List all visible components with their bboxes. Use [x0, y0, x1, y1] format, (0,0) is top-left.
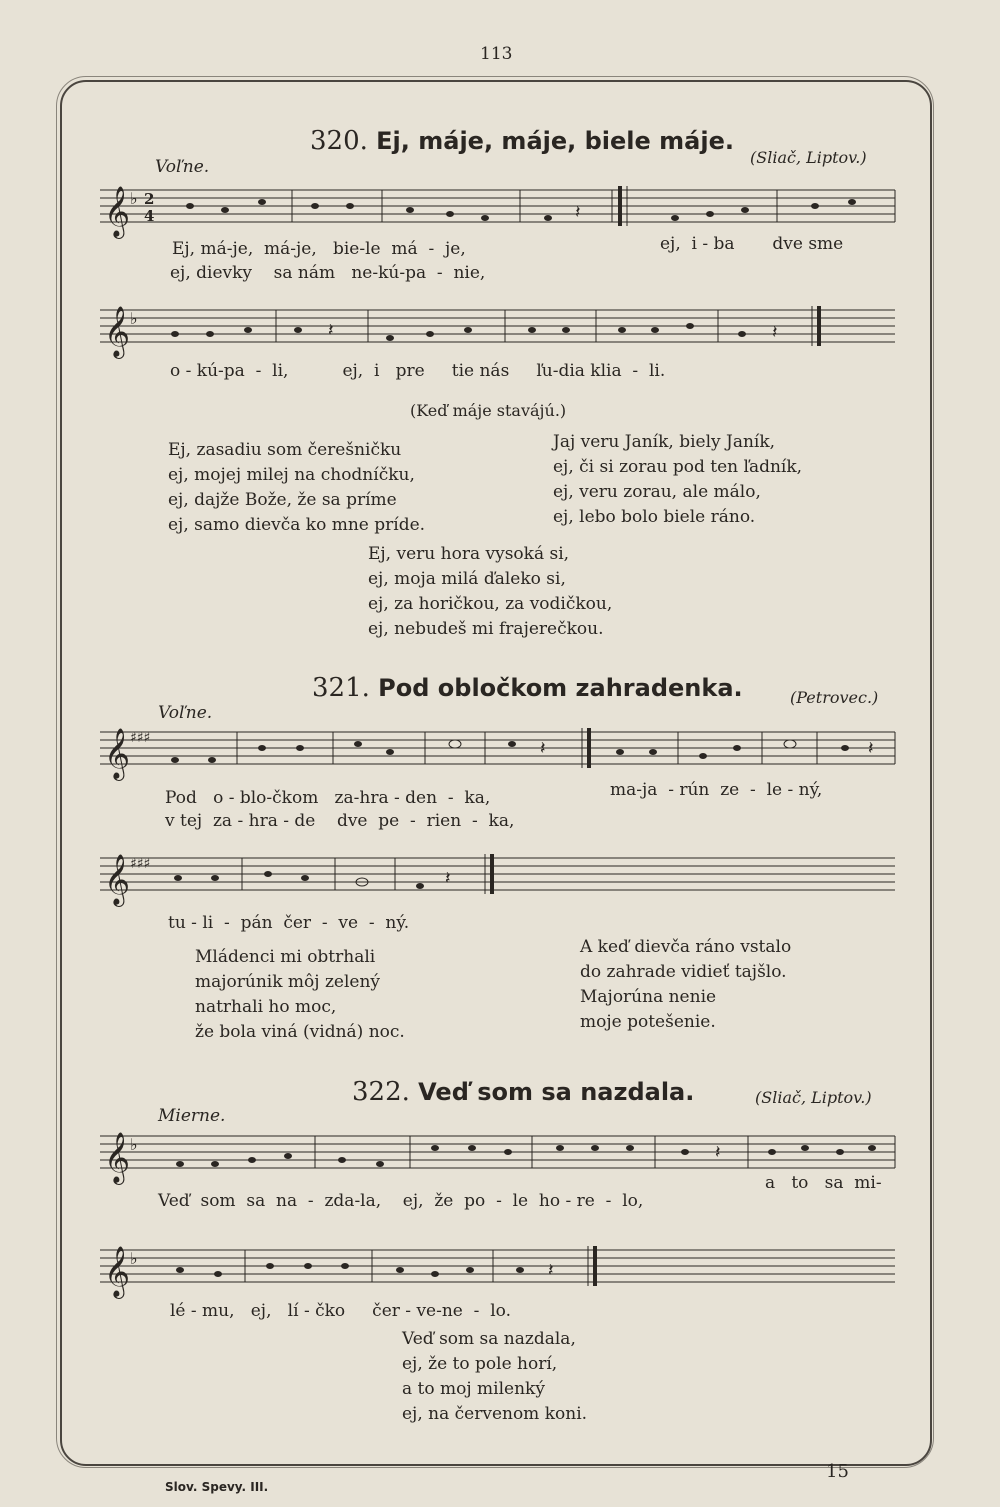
verse-line: do zahrade vidieť tajšlo.: [580, 962, 787, 982]
svg-text:♯♯♯: ♯♯♯: [130, 730, 151, 746]
song-320-title: [310, 126, 734, 156]
verse-line: ej, lebo bolo biele ráno.: [553, 507, 756, 527]
lyrics-321-refrain: ma-ja - rún ze - le - ný,: [610, 780, 823, 800]
tempo-marking: Voľne.: [155, 157, 210, 177]
song-322-title: [352, 1077, 694, 1107]
svg-text:𝄽: 𝄽: [772, 322, 778, 343]
verse-line: ej, nebudeš mi frajerečkou.: [368, 619, 604, 639]
svg-text:♭: ♭: [130, 309, 138, 328]
song-321-title: [312, 673, 743, 703]
lyrics-321-line1: Pod o - blo-čkom za-hra - den - ka,: [165, 788, 491, 808]
verse-line: A keď dievča ráno vstalo: [580, 937, 792, 957]
verse-line: ej, samo dievča ko mne príde.: [168, 515, 426, 535]
svg-text:𝄽: 𝄽: [715, 1142, 721, 1163]
lyrics-322-line1: Veď som sa na - zda-la, ej, že po - le ho - re - lo,: [158, 1191, 644, 1211]
svg-text:𝄞: 𝄞: [104, 854, 131, 905]
verse-line: natrhali ho moc,: [195, 997, 337, 1017]
svg-text:𝄽: 𝄽: [868, 738, 874, 759]
verse-line: ej, veru zorau, ale málo,: [553, 482, 761, 502]
verse-line: ej, dajže Bože, že sa príme: [168, 490, 397, 510]
verse-line: ej, že to pole horí,: [402, 1354, 558, 1374]
verse-line: ej, na červenom koni.: [402, 1404, 588, 1424]
lyrics-320-line1: Ej, má-je, má-je, bie-le má - je,: [172, 239, 466, 259]
verse-321-2: [580, 935, 791, 1035]
tempo-marking: Voľne.: [158, 703, 213, 723]
verse-line: Veď som sa nazdala,: [402, 1329, 576, 1349]
verse-line: ej, či si zorau pod ten ľadník,: [553, 457, 803, 477]
verse-line: moje potešenie.: [580, 1012, 716, 1032]
verse-line: Jaj veru Janík, biely Janík,: [553, 432, 776, 452]
staff-322-2: [100, 1240, 900, 1300]
verse-line: ej, za horičkou, za vodičkou,: [368, 594, 613, 614]
verse-line: že bola viná (vidná) noc.: [195, 1022, 405, 1042]
lyrics-320-line2: ej, dievky sa nám ne-kú-pa - nie,: [170, 263, 486, 283]
lyrics-320-refrain: ej, i - ba dve sme: [660, 234, 844, 254]
svg-text:𝄽: 𝄽: [548, 1260, 554, 1281]
origin-label: (Sliač, Liptov.): [755, 1088, 872, 1107]
verse-line: ej, mojej milej na chodníčku,: [168, 465, 415, 485]
svg-text:♭: ♭: [130, 1249, 138, 1268]
origin-label: (Petrovec.): [790, 688, 879, 707]
footer-sheet-number: 15: [826, 1461, 849, 1482]
verse-321-1: [195, 945, 405, 1045]
page-number: 113: [480, 44, 513, 64]
svg-text:𝄽: 𝄽: [445, 868, 451, 889]
verse-320-3: [368, 542, 612, 642]
lyrics-322-refrain: a to sa mi-: [765, 1173, 882, 1193]
verse-line: Mládenci mi obtrhali: [195, 947, 376, 967]
svg-text:♭: ♭: [130, 1135, 138, 1154]
tempo-marking: Mierne.: [158, 1106, 226, 1126]
svg-text:𝄞: 𝄞: [104, 1246, 131, 1297]
staff-320-2: [100, 300, 900, 360]
song-title: Pod obločkom zahradenka.: [378, 674, 743, 702]
verse-320-1: [168, 438, 425, 538]
verse-322-1: [402, 1327, 587, 1427]
verse-line: ej, moja milá ďaleko si,: [368, 569, 566, 589]
song-number: 320.: [310, 126, 368, 156]
verse-line: Ej, zasadiu som čerešničku: [168, 440, 402, 460]
staff-321-2: [100, 848, 900, 908]
svg-text:𝄽: 𝄽: [540, 738, 546, 759]
verse-line: Majorúna nenie: [580, 987, 717, 1007]
staff-321-1: [100, 722, 900, 782]
lyrics-320-row2: o - kú-pa - li, ej, i pre tie nás ľu-dia klia - li.: [170, 361, 666, 381]
origin-label: (Sliač, Liptov.): [750, 148, 867, 167]
svg-text:𝄞: 𝄞: [104, 1132, 131, 1183]
svg-text:𝄞: 𝄞: [104, 186, 131, 237]
lyrics-321-row2: tu - li - pán čer - ve - ný.: [168, 913, 410, 933]
svg-text:𝄽: 𝄽: [328, 320, 334, 341]
verse-line: Ej, veru hora vysoká si,: [368, 544, 570, 564]
svg-text:𝄽: 𝄽: [575, 202, 581, 223]
svg-text:2: 2: [144, 190, 155, 208]
svg-text:♯♯♯: ♯♯♯: [130, 856, 151, 872]
verse-320-2: [553, 430, 802, 530]
song-320-note: (Keď máje stavájú.): [410, 401, 567, 420]
song-title: Ej, máje, máje, biele máje.: [376, 127, 734, 155]
svg-text:𝄞: 𝄞: [104, 728, 131, 779]
song-number: 322.: [352, 1077, 410, 1107]
lyrics-322-row2: lé - mu, ej, lí - čko čer - ve-ne - lo.: [170, 1301, 511, 1321]
verse-line: a to moj milenký: [402, 1379, 545, 1399]
verse-line: majorúnik môj zelený: [195, 972, 381, 992]
svg-text:4: 4: [144, 207, 155, 225]
song-title: Veď som sa nazdala.: [418, 1078, 695, 1106]
svg-text:𝄞: 𝄞: [104, 306, 131, 357]
lyrics-321-line2: v tej za - hra - de dve pe - rien - ka,: [165, 811, 515, 831]
svg-text:♭: ♭: [130, 189, 138, 208]
footer-book-title: Slov. Spevy. III.: [165, 1480, 269, 1494]
staff-320-1: [100, 180, 900, 240]
song-number: 321.: [312, 673, 370, 703]
